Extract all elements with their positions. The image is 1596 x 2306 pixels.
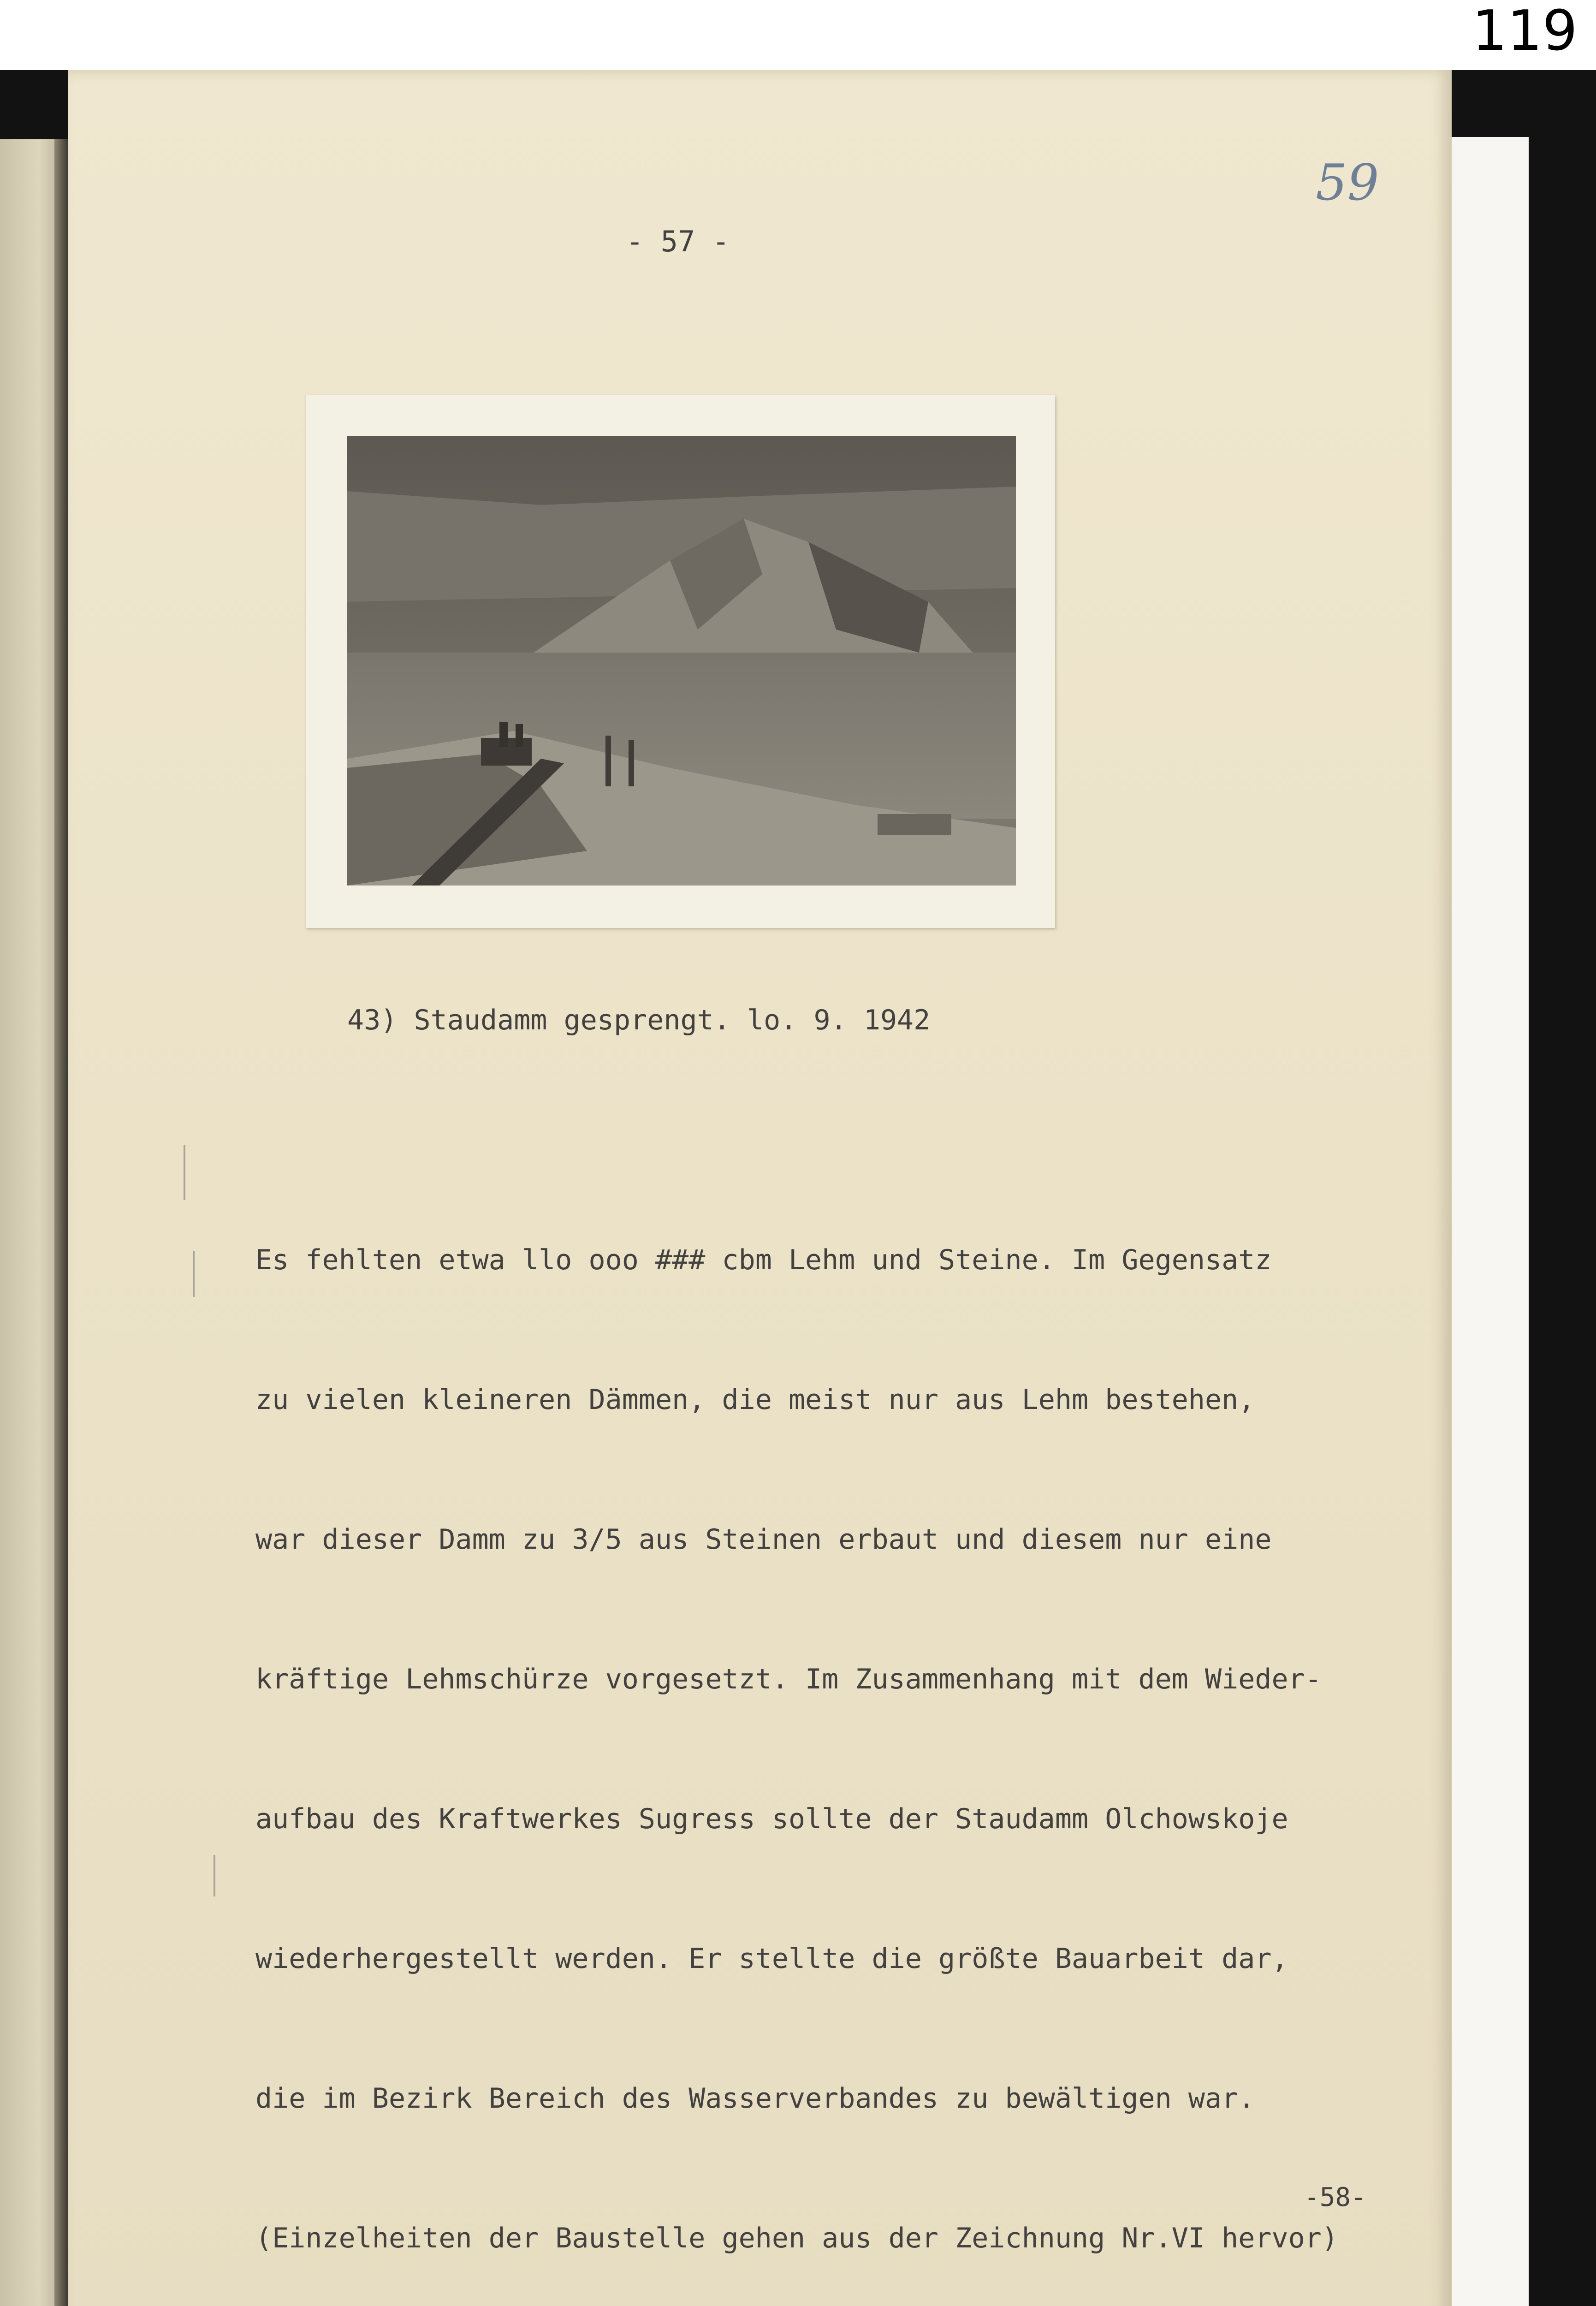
page-number: - 57 - bbox=[626, 225, 730, 258]
margin-pencil-mark bbox=[184, 1145, 185, 1200]
body-line: kräftige Lehmschürze vorgesetzt. Im Zusammenhang mit dem Wieder- bbox=[255, 1663, 1322, 1695]
body-line: zu vielen kleineren Dämmen, die meist nur aus Lehm bestehen, bbox=[255, 1384, 1255, 1416]
document-page bbox=[68, 70, 1452, 2306]
body-line: die im Bezirk Bereich des Wasserverbandes zu bewältigen war. bbox=[255, 2082, 1255, 2115]
dam-photograph bbox=[347, 436, 1016, 886]
archive-number: 59 bbox=[1316, 154, 1379, 212]
body-line: Es fehlten etwa llo ooo ### cbm Lehm und Steine. Im Gegensatz bbox=[255, 1244, 1272, 1276]
body-line: war dieser Damm zu 3/5 aus Steinen erbaut und diesem nur eine bbox=[255, 1523, 1272, 1556]
underlying-sheet bbox=[1439, 137, 1529, 2306]
body-line: (Einzelheiten der Baustelle gehen aus der Zeichnung Nr.VI hervor) bbox=[255, 2222, 1338, 2254]
body-line: wiederhergestellt werden. Er stellte die größte Bauarbeit dar, bbox=[255, 1943, 1288, 1975]
body-line: aufbau des Kraftwerkes Sugress sollte der Staudamm Olchowskoje bbox=[255, 1803, 1288, 1835]
body-text bbox=[255, 1144, 1338, 2306]
scan-sheet-number: 119 bbox=[1471, 0, 1578, 63]
margin-pencil-mark bbox=[193, 1251, 195, 1297]
next-page-marker: -58- bbox=[1304, 2182, 1366, 2212]
book-gutter bbox=[54, 139, 68, 2306]
dam-photo-image bbox=[347, 436, 1016, 886]
photo-mount bbox=[306, 395, 1055, 928]
scan-area bbox=[0, 70, 1596, 2306]
photo-caption: 43) Staudamm gesprengt. lo. 9. 1942 bbox=[347, 1004, 931, 1036]
margin-pencil-mark bbox=[214, 1855, 215, 1896]
